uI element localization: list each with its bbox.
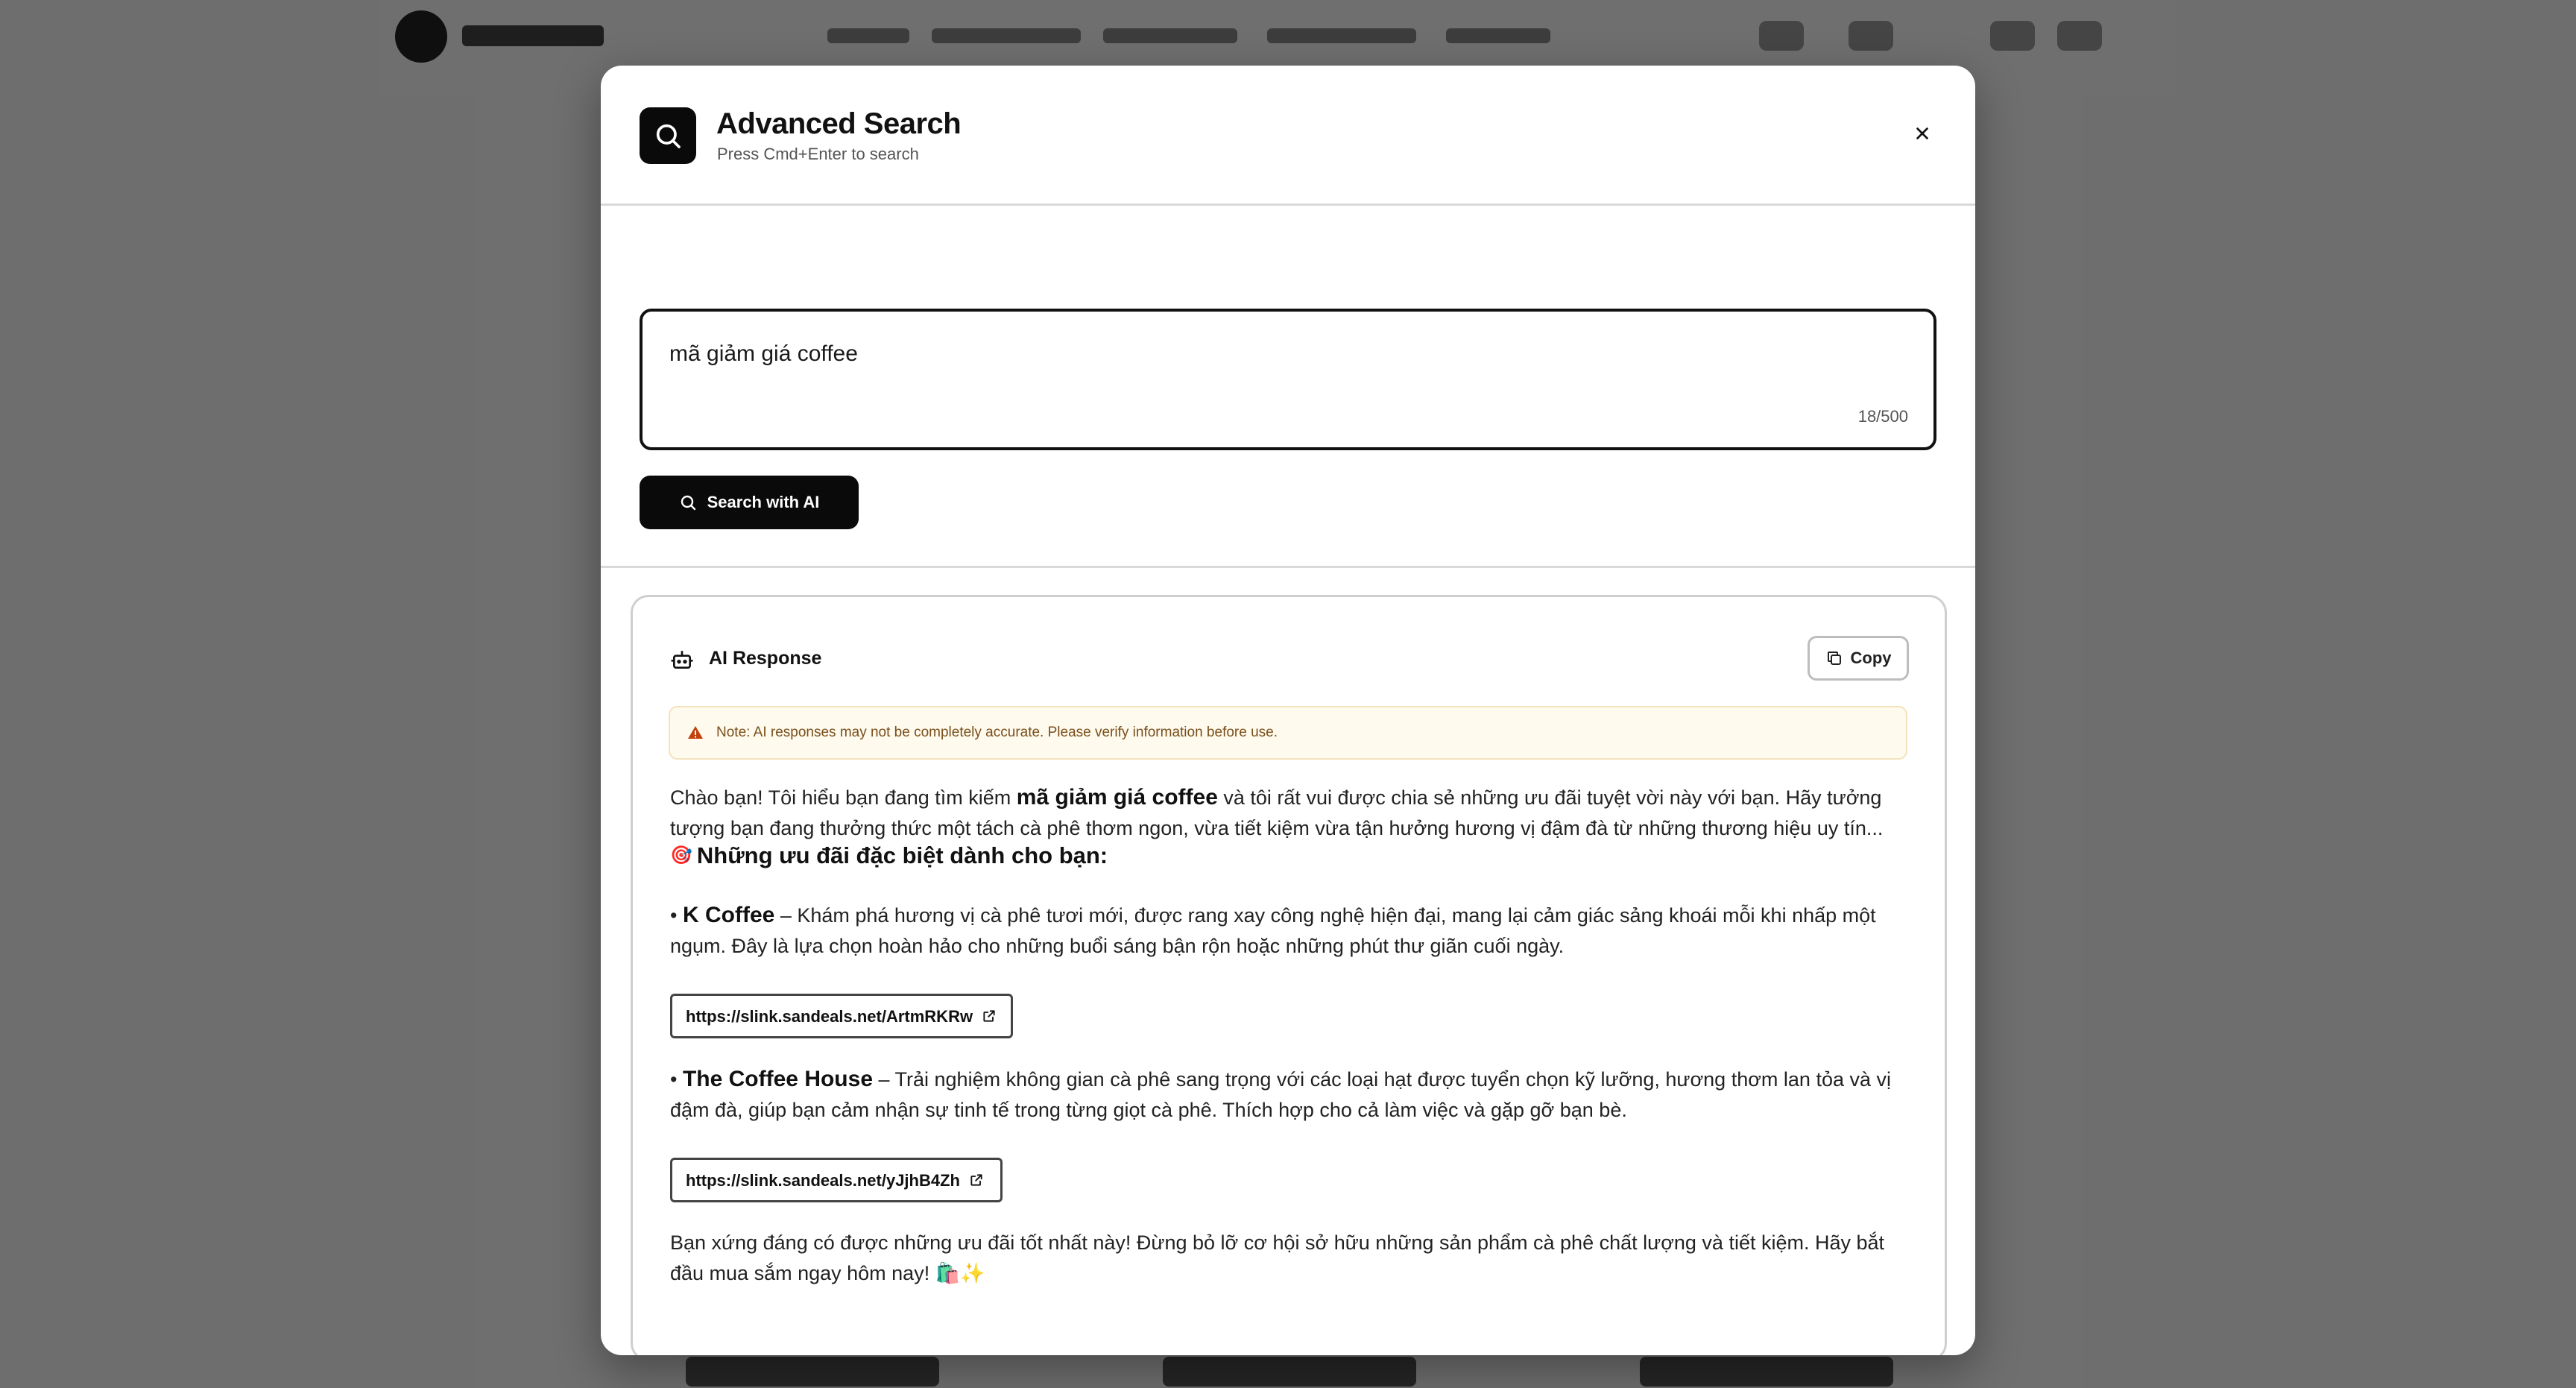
external-link-icon xyxy=(982,1009,997,1023)
accuracy-note-text: Note: AI responses may not be completely accurate. Please verify information before use. xyxy=(716,725,1278,740)
ai-response-card xyxy=(631,595,1947,1355)
offer-link-url: https://slink.sandeals.net/yJjhB4Zh xyxy=(686,1170,960,1190)
modal-header xyxy=(601,66,1975,206)
intro-text-continued: và tôi rất vui được chia sẻ những ưu đãi tuyệt vời này với bạn. Hãy tưởng tượng bạn đang thưởng thức một tách cà phê thơm ngon, vừa tiết kiệm vừa tận hưởng hương vị đậm đà từ những thương hiệu uy tín... xyxy=(670,786,1884,839)
bullet: • xyxy=(670,1068,683,1091)
offer-link-url: https://slink.sandeals.net/ArtmRKRw xyxy=(686,1006,973,1026)
offer-name: The Coffee House xyxy=(682,1067,873,1091)
offer-link-button[interactable] xyxy=(670,994,1013,1038)
intro-text: Chào bạn! Tôi hiểu bạn đang tìm kiếm xyxy=(670,786,1017,809)
response-outro: Bạn xứng đáng có được những ưu đãi tốt nhất này! Đừng bỏ lỡ cơ hội sở hữu những sản phẩm cà phê chất lượng và tiết kiệm. Hãy bắt đầu mua sắm ngay hôm nay! 🛍️✨ xyxy=(670,1231,1885,1284)
warning-icon xyxy=(686,724,704,742)
bullet: • xyxy=(670,904,683,927)
close-icon xyxy=(1914,125,1931,142)
modal-subtitle: Press Cmd+Enter to search xyxy=(717,145,919,163)
character-count: 18/500 xyxy=(1857,407,1908,426)
copy-button-label: Copy xyxy=(1850,649,1892,667)
search-query-value: mã giảm giá coffee xyxy=(669,341,858,366)
accuracy-note xyxy=(669,706,1907,760)
offer-name: K Coffee xyxy=(682,903,775,927)
external-link-icon xyxy=(969,1173,984,1187)
advanced-search-modal xyxy=(601,66,1975,1355)
offer-item xyxy=(670,1064,1907,1126)
ai-response-title: AI Response xyxy=(709,648,822,669)
offers-heading xyxy=(670,840,1108,871)
intro-keyword: mã giảm giá coffee xyxy=(1016,785,1218,810)
target-icon: 🎯 xyxy=(670,845,692,865)
search-button-label: Search with AI xyxy=(707,493,820,511)
copy-icon xyxy=(1825,649,1843,667)
search-section xyxy=(601,206,1975,568)
search-icon xyxy=(640,107,696,164)
search-query-textarea[interactable] xyxy=(640,309,1936,450)
offers-heading-text: Những ưu đãi đặc biệt dành cho bạn: xyxy=(696,842,1108,868)
robot-icon xyxy=(670,648,694,672)
response-intro xyxy=(670,782,1907,844)
close-button[interactable] xyxy=(1904,115,1941,152)
search-icon xyxy=(679,493,697,511)
modal-title: Advanced Search xyxy=(716,107,962,140)
search-with-ai-button[interactable] xyxy=(640,476,859,529)
offer-item xyxy=(670,900,1907,962)
copy-button[interactable] xyxy=(1808,636,1909,681)
offer-link-button[interactable] xyxy=(670,1158,1003,1202)
offer-description: – Trải nghiệm không gian cà phê sang trọng với các loại hạt được tuyển chọn kỹ lưỡng, hương thơm lan tỏa và vị đậm đà, giúp bạn cảm nhận sự tinh tế trong từng giọt cà phê. Thích hợp cho cả làm việc và gặp gỡ bạn bè. xyxy=(670,1068,1891,1121)
offer-description: – Khám phá hương vị cà phê tươi mới, được rang xay công nghệ hiện đại, mang lại cảm giác sảng khoái mỗi khi nhấp một ngụm. Đây là lựa chọn hoàn hảo cho những buổi sáng bận rộn hoặc những phút thư giãn cuối ngày. xyxy=(670,904,1876,957)
